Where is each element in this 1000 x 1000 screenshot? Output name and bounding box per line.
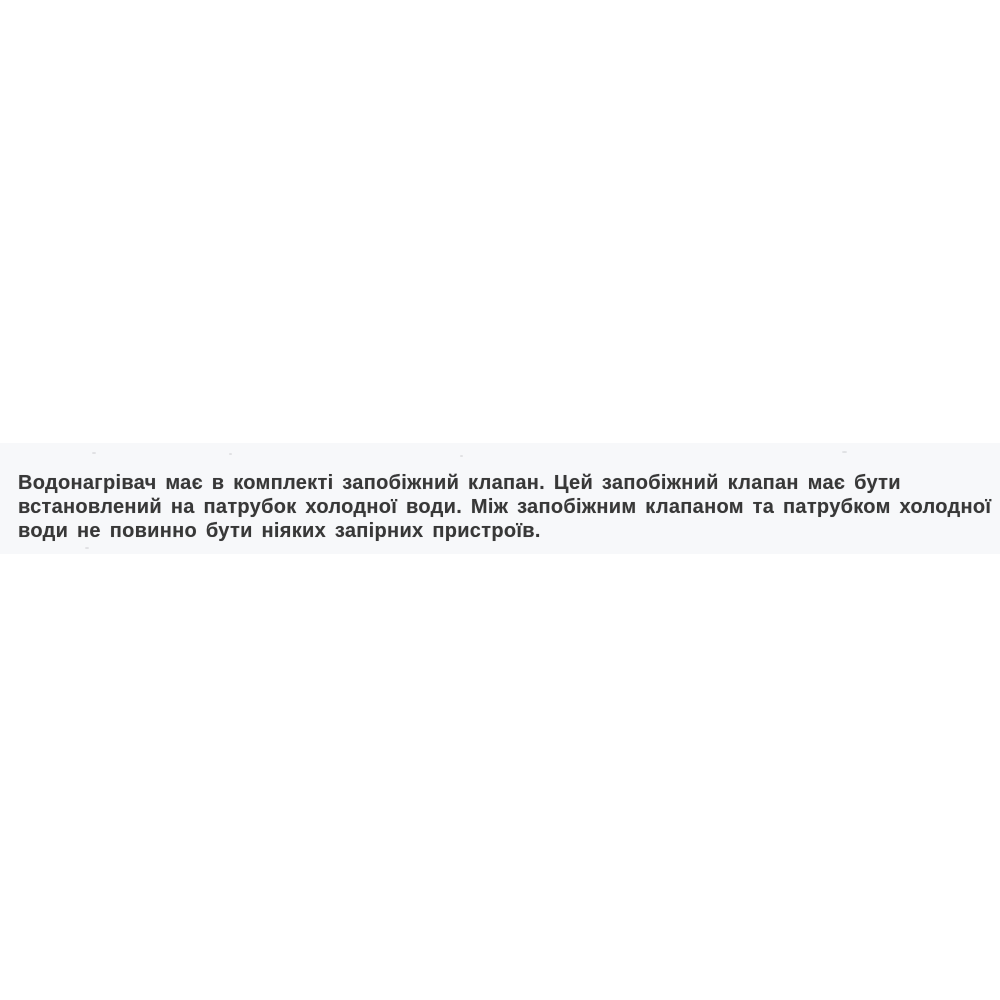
- scan-noise-speck: [85, 547, 89, 549]
- scan-noise-speck: [92, 452, 96, 454]
- scanned-text-region: [0, 443, 1000, 554]
- scan-noise-speck: [842, 451, 847, 453]
- scan-noise-speck: [460, 455, 463, 457]
- paragraph-line-1: Водонагрівач має в комплекті запобіжний клапан. Цей запобіжний клапан має бути: [18, 472, 901, 494]
- paragraph-line-3: води не повинно бути ніяких запірних пристроїв.: [18, 520, 541, 542]
- scan-noise-speck: [229, 453, 232, 455]
- paragraph-line-2: встановлений на патрубок холодної води. Між запобіжним клапаном та патрубком холодної: [18, 496, 992, 518]
- instruction-paragraph: [18, 471, 1000, 543]
